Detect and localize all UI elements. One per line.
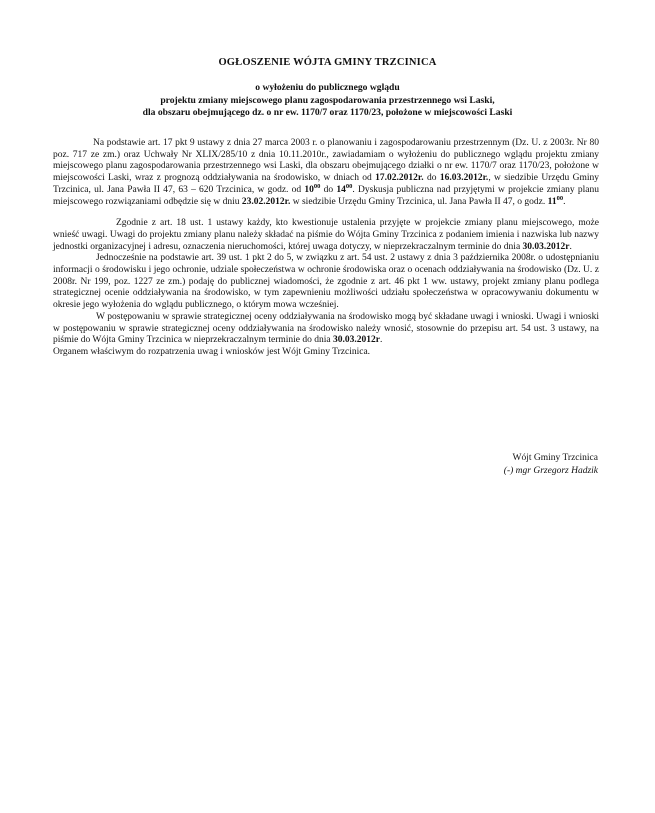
- subtitle-line-2: projektu zmiany miejscowego planu zagospodarowania przestrzennego wsi Laski,: [160, 94, 495, 106]
- paragraph-authority: Organem właściwym do rozpatrzenia uwag i wniosków jest Wójt Gminy Trzcinica.: [53, 346, 371, 357]
- hour-close: $14^{00}$: [336, 182, 353, 195]
- document-subtitle: [20, 82, 635, 120]
- signature-block: [504, 452, 598, 477]
- deadline-remarks: 30.03.2012r: [522, 241, 570, 252]
- subtitle-line-1: o wyłożeniu do publicznego wglądu: [255, 82, 400, 93]
- paragraph-environment-remarks: W postępowaniu w sprawie strategicznej oceny oddziaływania na środowisko mogą być składane uwagi i wnioski. Uwagi i wnioski w postępowaniu w sprawie strategicznej oceny oddziaływania na środowisko należy wnosić, stosownie do przepisu art. 54 ust. 3 ustawy, na piśmie do Wójta Gminy Trzcinica w nieprzekraczalnym terminie do dnia 30.03.2012r.: [53, 311, 599, 346]
- hour-discussion: $11^{00}$: [547, 194, 564, 207]
- document-title: OGŁOSZENIE WÓJTA GMINY TRZCINICA: [218, 57, 437, 68]
- document-body: [53, 138, 599, 359]
- paragraph-environment: Jednocześnie na podstawie art. 39 ust. 1 pkt 2 do 5, w związku z art. 54 ust. 2 ustawy z dnia 3 października 2008r. o udostępnianiu informacji o środowisku i jego ochronie, udziale społeczeństwa w ochronie środowiska oraz o ocenach oddziaływania na środowisko (Dz. U. z 2008r. Nr 199, poz. 1227 ze zm.) podaję do publicznej wiadomości, że zgodnie z art. 46 pkt 1 ww. ustawy, projekt zmiany planu podlega strategicznej ocenie oddziaływania na środowisko, w tym zapewnieniu możliwości udziału społeczeństwa w opracowywaniu dokumentu w okresie jego wyłożenia do wglądu publicznego, o którym mowa wcześniej.: [53, 253, 599, 311]
- date-discussion: 23.02.2012r.: [241, 196, 291, 207]
- signature-name: (-) mgr Grzegorz Hadzik: [503, 465, 598, 476]
- deadline-environment: 30.03.2012r: [333, 335, 380, 346]
- paragraph-remarks: Zgodnie z art. 18 ust. 1 ustawy każdy, kto kwestionuje ustalenia przyjęte w projekcie zmiany planu miejscowego, może wnieść uwagi. Uwagi do projektu zmiany planu należy składać na piśmie do Wójta Gminy Trzcinica z podaniem imienia i nazwiska lub nazwy jednostki organizacyjnej i adresu, oznaczenia nieruchomości, której uwaga dotyczy, w nieprzekraczalnym terminie do dnia 30.03.2012r.: [53, 218, 599, 252]
- signature-role: Wójt Gminy Trzcinica: [512, 453, 598, 463]
- date-start: 17.02.2012r.: [375, 173, 424, 184]
- paragraph-announcement: Na podstawie art. 17 pkt 9 ustawy z dnia 27 marca 2003 r. o planowaniu i zagospodarowaniu przestrzennym (Dz. U. z 2003r. Nr 80 poz. 717 ze zm.) oraz Uchwały Nr XLIX/285/10 z dnia 10.11.2010r., zawiadamiam o wyłożeniu do publicznego wglądu projektu zmiany miejscowego planu zagospodarowania przestrzennego wsi Laski, dla obszaru obejmującego działki o nr ew. 1170/7 oraz 1170/23, położone w miejscowości Laski, wraz z prognozą oddziaływania na środowisko, w dniach od 17.02.2012r. do 16.03.2012r., w siedzibie Urzędu Gminy Trzcinica, ul. Jana Pawła II 47, 63 – 620 Trzcinica, w godz. od $10^{00}$ do $14^{00}$. Dyskusja publiczna nad przyjętymi w projekcie zmiany planu miejscowego rozwiązaniami odbędzie się w dniu 23.02.2012r. w siedzibie Urzędu Gminy Trzcinica, ul. Jana Pawła II 47, o godz. $11^{00}$.: [53, 138, 600, 207]
- hour-open: $10^{00}$: [304, 182, 321, 195]
- subtitle-line-3: dla obszaru obejmującego dz. o nr ew. 1170/7 oraz 1170/23, położone w miejscowości Laski: [142, 107, 513, 118]
- date-end: 16.03.2012r.: [439, 173, 489, 184]
